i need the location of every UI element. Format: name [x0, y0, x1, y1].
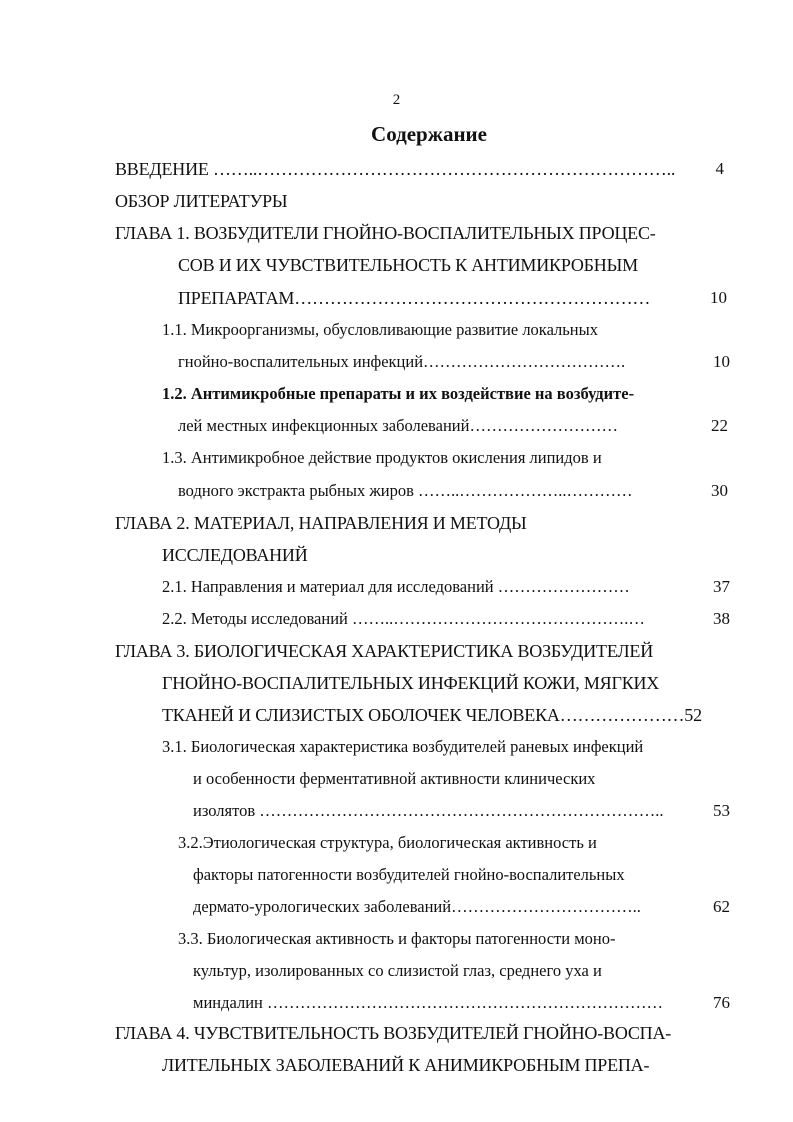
toc-entry-chapter-4: ГЛАВА 4. ЧУВСТВИТЕЛЬНОСТЬ ВОЗБУДИТЕЛЕЙ ГНОЙНО-ВОСПА- [115, 1023, 672, 1043]
toc-page-number: 30 [711, 481, 728, 500]
toc-entry-section-1-3: 1.3. Антимикробное действие продуктов окисления липидов и [162, 448, 602, 467]
toc-entry-section-3-1: 3.1. Биологическая характеристика возбудителей раневых инфекций [162, 737, 644, 756]
toc-entry-introduction: ВВЕДЕНИЕ ……..…………………………………………………………….. [115, 159, 676, 179]
toc-entry-section-3-2-cont: факторы патогенности возбудителей гнойно-воспалительных [193, 865, 625, 884]
toc-entry-literature-review: ОБЗОР ЛИТЕРАТУРЫ [115, 191, 288, 211]
toc-page-number: 10 [710, 288, 727, 307]
toc-entry-section-3-3-cont: миндалин ……………………………………………………………… [193, 993, 663, 1012]
toc-page-number: 38 [713, 609, 730, 628]
toc-entry-chapter-1: ГЛАВА 1. ВОЗБУДИТЕЛИ ГНОЙНО-ВОСПАЛИТЕЛЬНЫХ ПРОЦЕС- [115, 223, 656, 243]
toc-entry-chapter-1-cont: СОВ И ИХ ЧУВСТВИТЕЛЬНОСТЬ К АНТИМИКРОБНЫМ [178, 255, 638, 275]
toc-entry-chapter-3-cont: ТКАНЕЙ И СЛИЗИСТЫХ ОБОЛОЧЕК ЧЕЛОВЕКА…………………52 [162, 705, 702, 725]
toc-page-number: 22 [711, 416, 728, 435]
toc-entry-section-1-3-cont: водного экстракта рыбных жиров ……..………………..………… [178, 481, 633, 500]
toc-entry-chapter-3-cont: ГНОЙНО-ВОСПАЛИТЕЛЬНЫХ ИНФЕКЦИЙ КОЖИ, МЯГКИХ [162, 673, 660, 693]
toc-page-number: 76 [713, 993, 730, 1012]
toc-entry-section-2-1: 2.1. Направления и материал для исследований …………………… [162, 577, 630, 596]
toc-entry-section-3-3-cont: культур, изолированных со слизистой глаз, среднего уха и [193, 961, 602, 980]
toc-entry-section-1-1: 1.1. Микроорганизмы, обусловливающие развитие локальных [162, 320, 598, 339]
page-number: 2 [392, 92, 401, 108]
toc-entry-section-3-1-cont: и особенности ферментативной активности клинических [193, 769, 596, 788]
toc-entry-section-1-1-cont: гнойно-воспалительных инфекций………………………………. [178, 352, 626, 371]
toc-entry-section-2-2: 2.2. Методы исследований ……..…………………………………….… [162, 609, 645, 628]
toc-entry-section-3-1-cont: изолятов ……………………………………………………………….. [193, 801, 664, 820]
toc-entry-section-3-3: 3.3. Биологическая активность и факторы патогенности моно- [178, 929, 616, 948]
toc-page-number: 10 [713, 352, 730, 371]
toc-page-number: 62 [713, 897, 730, 916]
toc-entry-section-3-2-cont: дермато-урологических заболеваний…………………………….. [193, 897, 641, 916]
toc-entry-section-3-2: 3.2.Этиологическая структура, биологическая активность и [178, 833, 597, 852]
toc-page-number: 53 [713, 801, 730, 820]
toc-entry-chapter-1-cont: ПРЕПАРАТАМ…………………………………………………… [178, 288, 651, 308]
toc-entry-chapter-2-cont: ИССЛЕДОВАНИЙ [162, 545, 308, 565]
toc-entry-section-1-2: 1.2. Антимикробные препараты и их воздействие на возбудите- [162, 384, 635, 403]
toc-page-number: 37 [713, 577, 730, 596]
toc-entry-chapter-3: ГЛАВА 3. БИОЛОГИЧЕСКАЯ ХАРАКТЕРИСТИКА ВОЗБУДИТЕЛЕЙ [115, 641, 653, 661]
page-title: Содержание [371, 122, 487, 146]
toc-entry-section-1-2-cont: лей местных инфекционных заболеваний……………………… [178, 416, 618, 435]
toc-page-number: 4 [715, 159, 724, 178]
toc-entry-chapter-4-cont: ЛИТЕЛЬНЫХ ЗАБОЛЕВАНИЙ К АНИМИКРОБНЫМ ПРЕПА- [162, 1055, 650, 1075]
toc-entry-chapter-2: ГЛАВА 2. МАТЕРИАЛ, НАПРАВЛЕНИЯ И МЕТОДЫ [115, 513, 527, 533]
